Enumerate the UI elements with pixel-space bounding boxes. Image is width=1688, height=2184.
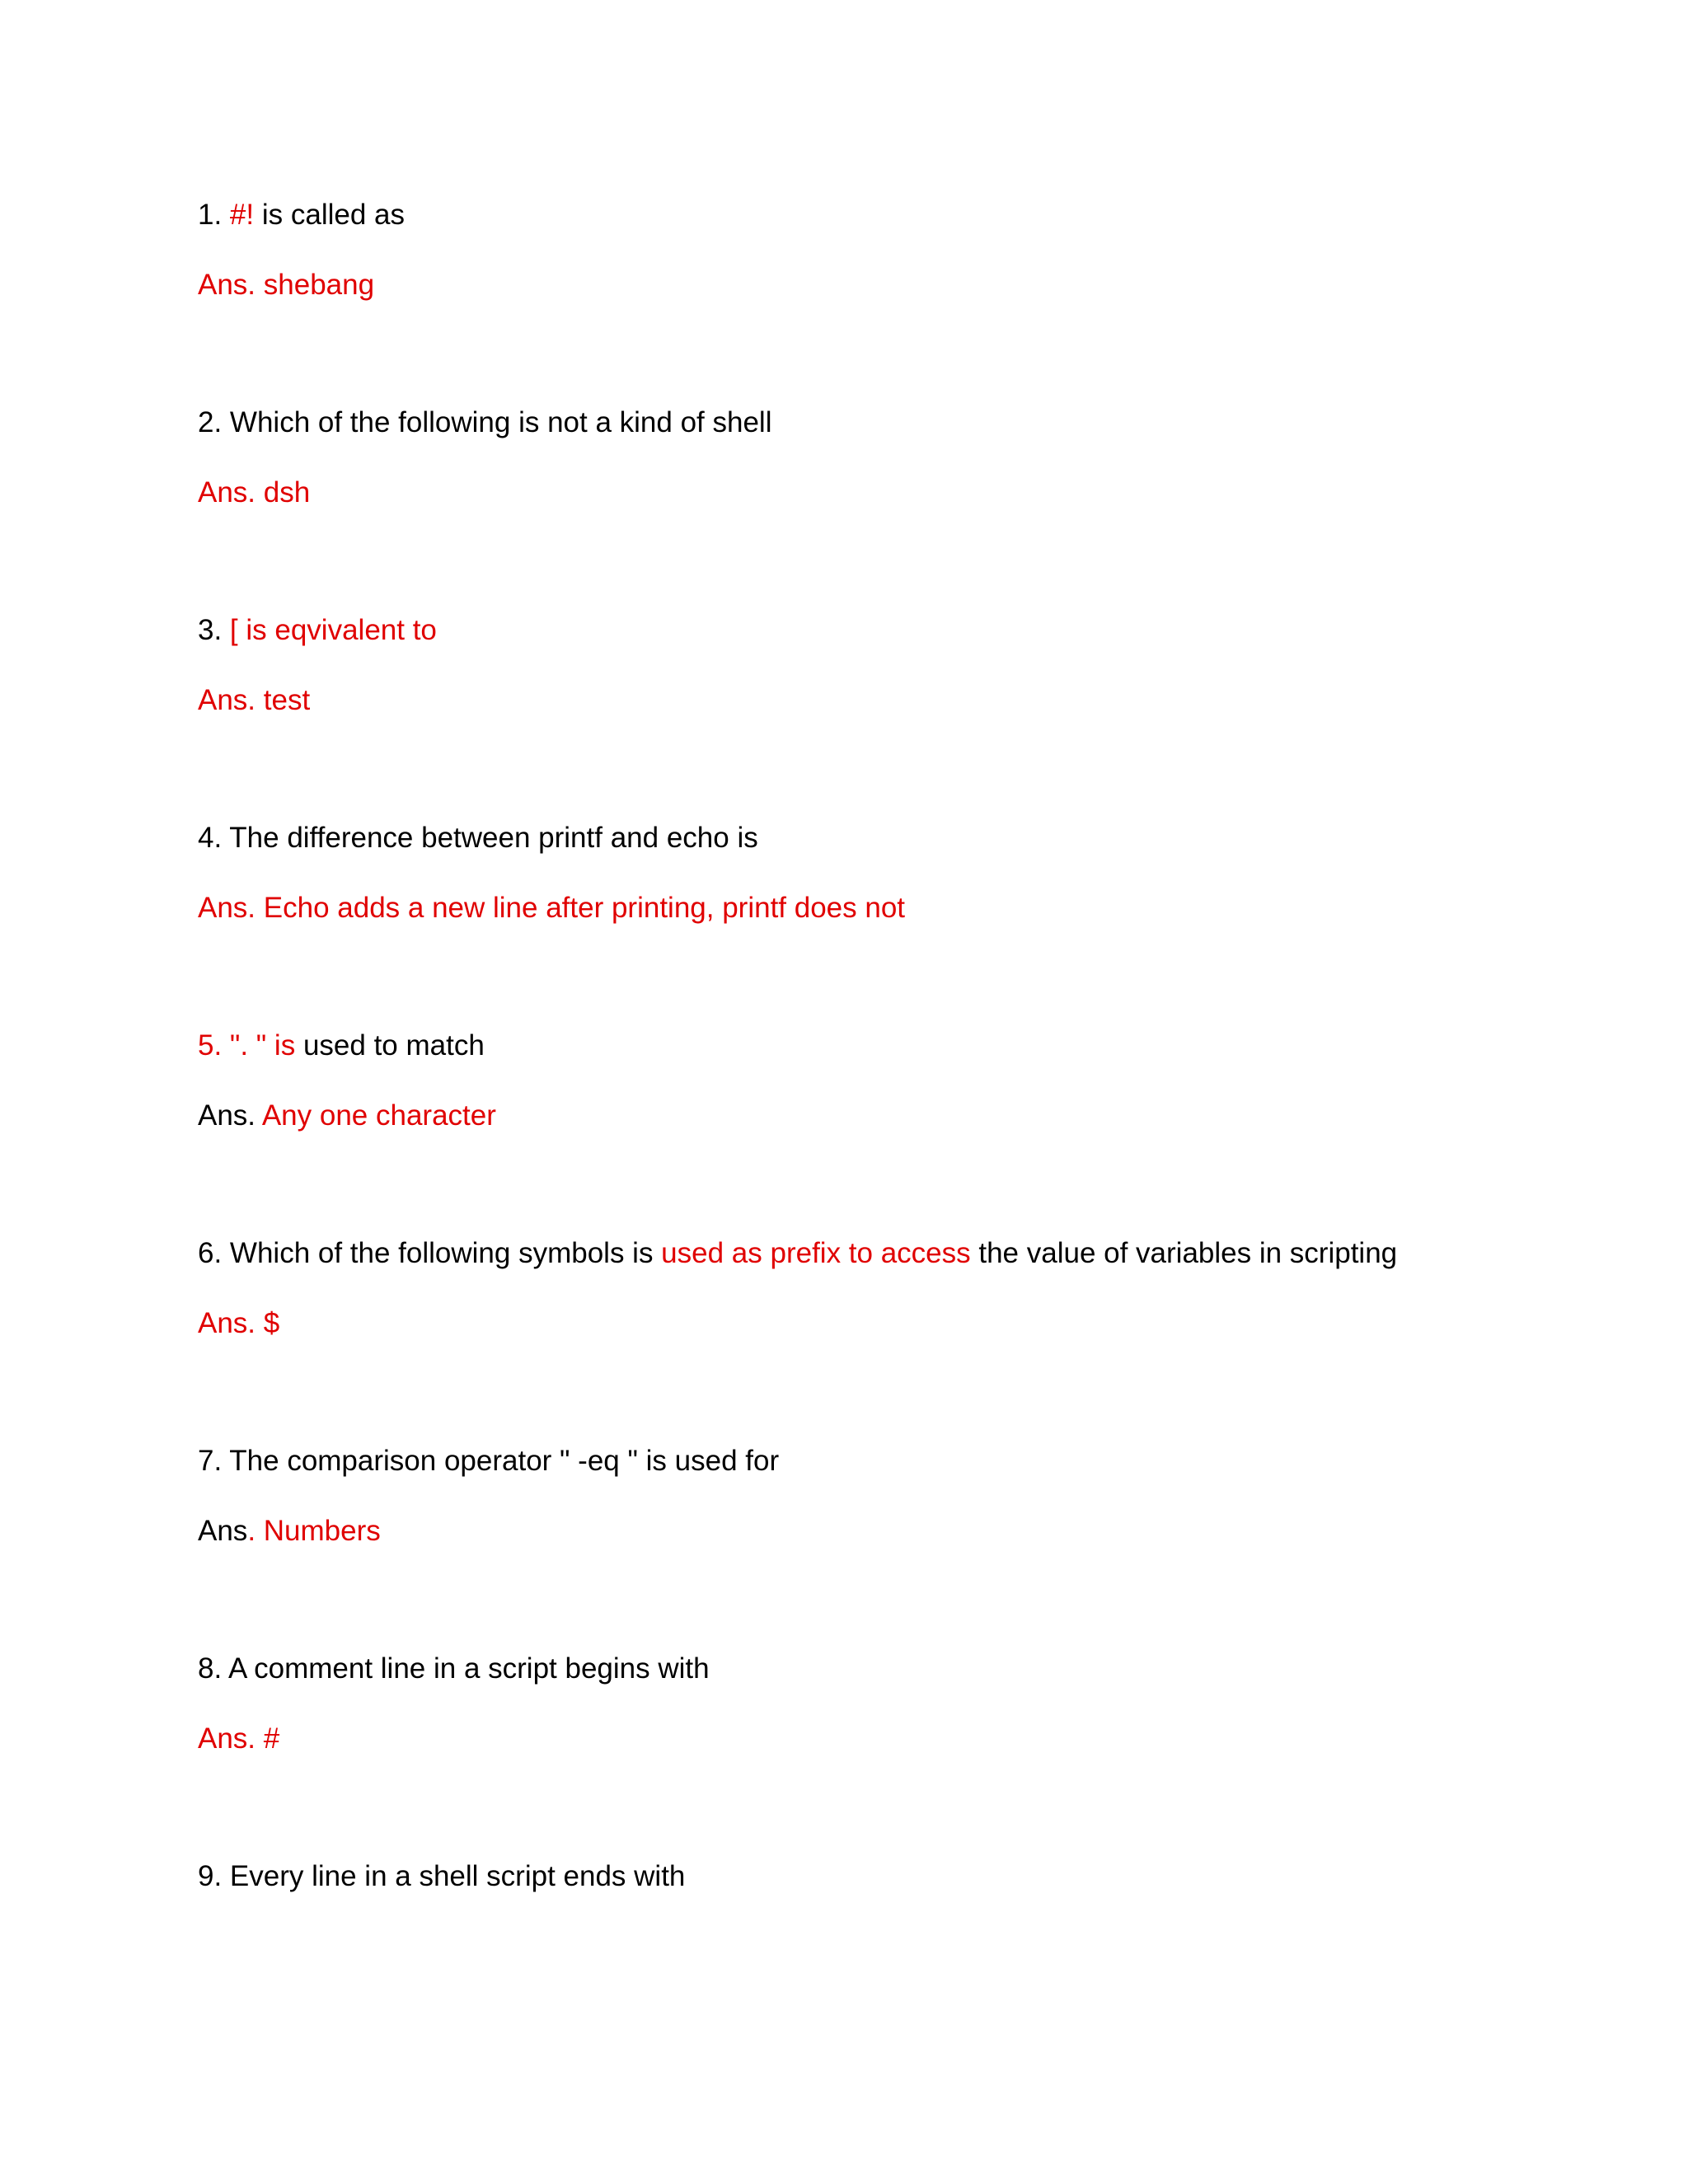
- answer-1: [198, 268, 374, 302]
- question-text: 1.: [198, 199, 230, 231]
- question-4: [198, 821, 758, 855]
- answer-8: [198, 1722, 279, 1756]
- question-highlight: [ is eqvivalent to: [229, 614, 437, 646]
- question-5: [198, 1029, 485, 1063]
- question-text: 6. Which of the following symbols is: [198, 1237, 662, 1269]
- answer-text: Ans. dsh: [198, 476, 311, 509]
- question-3: [198, 613, 437, 648]
- answer-text: Ans. shebang: [198, 269, 375, 301]
- answer-7: [198, 1514, 381, 1549]
- answer-text: Ans. Echo adds a new line after printing, printf does not: [198, 892, 906, 924]
- question-1: [198, 198, 405, 232]
- answer-text: . Numbers: [247, 1515, 381, 1547]
- question-6: [198, 1236, 1397, 1271]
- answer-2: [198, 476, 310, 510]
- answer-text: Ans. test: [198, 684, 311, 716]
- question-text: is called as: [254, 199, 405, 231]
- answer-text: Any one character: [261, 1099, 496, 1132]
- answer-prefix: Ans: [198, 1515, 248, 1547]
- question-text: 3.: [198, 614, 230, 646]
- question-text: 8. A comment line in a script begins with: [198, 1652, 710, 1685]
- question-highlight: used as prefix to access: [661, 1237, 971, 1269]
- question-text: the value of variables in scripting: [970, 1237, 1398, 1269]
- question-2: [198, 405, 771, 440]
- answer-6: [198, 1306, 279, 1341]
- question-7: [198, 1444, 779, 1479]
- question-highlight: #!: [229, 199, 255, 231]
- question-text: 9. Every line in a shell script ends with: [198, 1860, 686, 1892]
- question-text: 2. Which of the following is not a kind of shell: [198, 406, 772, 438]
- answer-text: Ans. $: [198, 1307, 280, 1339]
- question-text: 7. The comparison operator " -eq " is used for: [198, 1445, 780, 1477]
- answer-5: [198, 1099, 496, 1133]
- question-8: [198, 1652, 710, 1686]
- answer-4: [198, 891, 905, 926]
- question-9: [198, 1859, 685, 1894]
- question-text: 4. The difference between printf and echo is: [198, 822, 758, 854]
- question-highlight: 5. ". " is: [198, 1029, 296, 1062]
- answer-prefix: Ans.: [198, 1099, 262, 1132]
- question-text: used to match: [295, 1029, 485, 1062]
- answer-3: [198, 683, 310, 718]
- answer-text: Ans. #: [198, 1722, 280, 1755]
